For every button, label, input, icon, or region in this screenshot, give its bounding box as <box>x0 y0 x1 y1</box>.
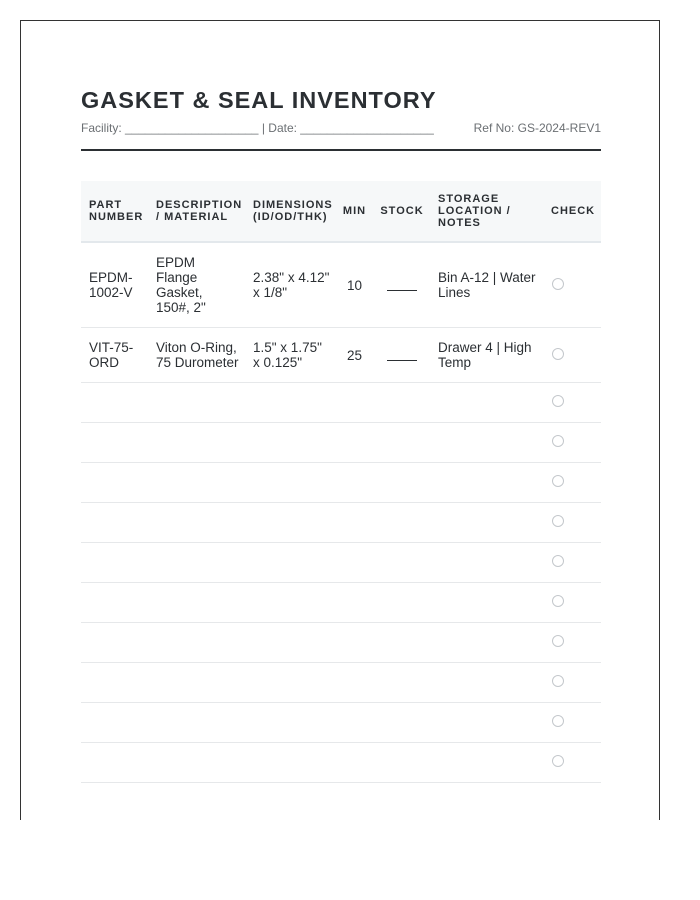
empty-cell <box>245 743 335 783</box>
empty-cell <box>148 703 245 743</box>
empty-cell <box>81 423 148 463</box>
empty-cell <box>81 543 148 583</box>
description-cell: EPDM Flange Gasket, 150#, 2" <box>148 242 245 328</box>
empty-cell <box>81 703 148 743</box>
part-number-cell: VIT-75- ORD <box>81 328 148 383</box>
empty-cell <box>148 583 245 623</box>
empty-cell <box>430 463 543 503</box>
check-circle-icon[interactable] <box>552 475 564 487</box>
empty-table-row <box>81 703 601 743</box>
col-description: DESCRIPTION / MATERIAL <box>148 181 245 242</box>
check-cell[interactable] <box>543 328 601 383</box>
empty-cell <box>245 703 335 743</box>
inventory-sheet <box>20 20 660 820</box>
empty-table-row <box>81 423 601 463</box>
table-row <box>81 328 601 383</box>
date-field[interactable]: | Date: ____________________ <box>261 121 434 135</box>
ref-number: Ref No: GS-2024-REV1 <box>473 121 601 135</box>
check-circle-icon[interactable] <box>552 395 564 407</box>
stock-blank-line[interactable] <box>387 360 417 361</box>
empty-cell <box>245 543 335 583</box>
empty-cell <box>81 743 148 783</box>
empty-cell <box>430 383 543 423</box>
empty-cell <box>430 623 543 663</box>
empty-table-row <box>81 583 601 623</box>
empty-cell <box>148 503 245 543</box>
header-divider <box>81 149 601 151</box>
empty-cell <box>335 743 374 783</box>
empty-cell <box>430 583 543 623</box>
empty-cell <box>374 503 430 543</box>
check-circle-icon[interactable] <box>552 715 564 727</box>
col-part-number: PART NUMBER <box>81 181 148 242</box>
empty-table-row <box>81 463 601 503</box>
empty-cell <box>81 383 148 423</box>
empty-cell <box>148 663 245 703</box>
empty-cell <box>81 503 148 543</box>
empty-cell <box>245 463 335 503</box>
check-cell[interactable] <box>543 623 601 663</box>
min-cell: 25 <box>335 328 374 383</box>
table-row <box>81 242 601 328</box>
empty-cell <box>245 383 335 423</box>
check-circle-icon[interactable] <box>552 555 564 567</box>
check-cell[interactable] <box>543 423 601 463</box>
check-circle-icon[interactable] <box>552 595 564 607</box>
empty-cell <box>374 583 430 623</box>
header-meta <box>81 121 601 135</box>
empty-cell <box>81 463 148 503</box>
check-circle-icon[interactable] <box>552 675 564 687</box>
col-storage: STORAGE LOCATION / NOTES <box>430 181 543 242</box>
empty-cell <box>430 543 543 583</box>
empty-cell <box>335 583 374 623</box>
part-number-cell: EPDM- 1002-V <box>81 242 148 328</box>
empty-cell <box>374 383 430 423</box>
empty-cell <box>374 743 430 783</box>
check-circle-icon[interactable] <box>552 635 564 647</box>
empty-table-row <box>81 383 601 423</box>
empty-cell <box>335 503 374 543</box>
empty-cell <box>148 743 245 783</box>
storage-cell: Drawer 4 | High Temp <box>430 328 543 383</box>
col-stock: STOCK <box>374 181 430 242</box>
storage-cell: Bin A-12 | Water Lines <box>430 242 543 328</box>
empty-cell <box>335 703 374 743</box>
check-circle-icon[interactable] <box>552 515 564 527</box>
empty-cell <box>335 463 374 503</box>
empty-cell <box>245 423 335 463</box>
empty-cell <box>148 463 245 503</box>
empty-cell <box>430 423 543 463</box>
empty-cell <box>245 623 335 663</box>
col-min: MIN <box>335 181 374 242</box>
empty-cell <box>148 383 245 423</box>
stock-cell[interactable] <box>374 328 430 383</box>
check-cell[interactable] <box>543 583 601 623</box>
check-circle-icon[interactable] <box>552 435 564 447</box>
empty-cell <box>374 623 430 663</box>
empty-cell <box>245 503 335 543</box>
empty-cell <box>374 543 430 583</box>
empty-cell <box>245 583 335 623</box>
check-cell[interactable] <box>543 463 601 503</box>
empty-table-row <box>81 543 601 583</box>
check-cell[interactable] <box>543 663 601 703</box>
empty-cell <box>374 463 430 503</box>
stock-cell[interactable] <box>374 242 430 328</box>
empty-cell <box>148 623 245 663</box>
check-circle-icon[interactable] <box>552 278 564 290</box>
check-cell[interactable] <box>543 543 601 583</box>
check-cell[interactable] <box>543 703 601 743</box>
stock-blank-line[interactable] <box>387 290 417 291</box>
empty-table-row <box>81 743 601 783</box>
empty-cell <box>81 583 148 623</box>
empty-cell <box>430 703 543 743</box>
check-cell[interactable] <box>543 743 601 783</box>
col-dimensions: DIMENSIONS (ID/OD/THK) <box>245 181 335 242</box>
empty-cell <box>81 623 148 663</box>
col-check: CHECK <box>543 181 601 242</box>
inventory-table <box>81 181 601 783</box>
description-cell: Viton O-Ring, 75 Durometer <box>148 328 245 383</box>
empty-table-row <box>81 623 601 663</box>
empty-cell <box>148 543 245 583</box>
dimensions-cell: 2.38" x 4.12" x 1/8" <box>245 242 335 328</box>
empty-cell <box>374 703 430 743</box>
check-cell[interactable] <box>543 383 601 423</box>
empty-cell <box>430 743 543 783</box>
table-header-row <box>81 181 601 242</box>
empty-cell <box>335 623 374 663</box>
empty-cell <box>81 663 148 703</box>
check-circle-icon[interactable] <box>552 348 564 360</box>
empty-cell <box>335 543 374 583</box>
dimensions-cell: 1.5" x 1.75" x 0.125" <box>245 328 335 383</box>
check-cell[interactable] <box>543 242 601 328</box>
check-circle-icon[interactable] <box>552 755 564 767</box>
empty-table-row <box>81 663 601 703</box>
empty-cell <box>430 663 543 703</box>
min-cell: 10 <box>335 242 374 328</box>
empty-table-row <box>81 503 601 543</box>
empty-cell <box>335 383 374 423</box>
empty-cell <box>430 503 543 543</box>
empty-cell <box>335 423 374 463</box>
empty-cell <box>335 663 374 703</box>
empty-cell <box>374 423 430 463</box>
empty-cell <box>245 663 335 703</box>
empty-cell <box>148 423 245 463</box>
empty-cell <box>374 663 430 703</box>
page-title: GASKET & SEAL INVENTORY <box>81 87 437 113</box>
check-cell[interactable] <box>543 503 601 543</box>
facility-field[interactable]: Facility: ____________________ <box>81 121 259 135</box>
